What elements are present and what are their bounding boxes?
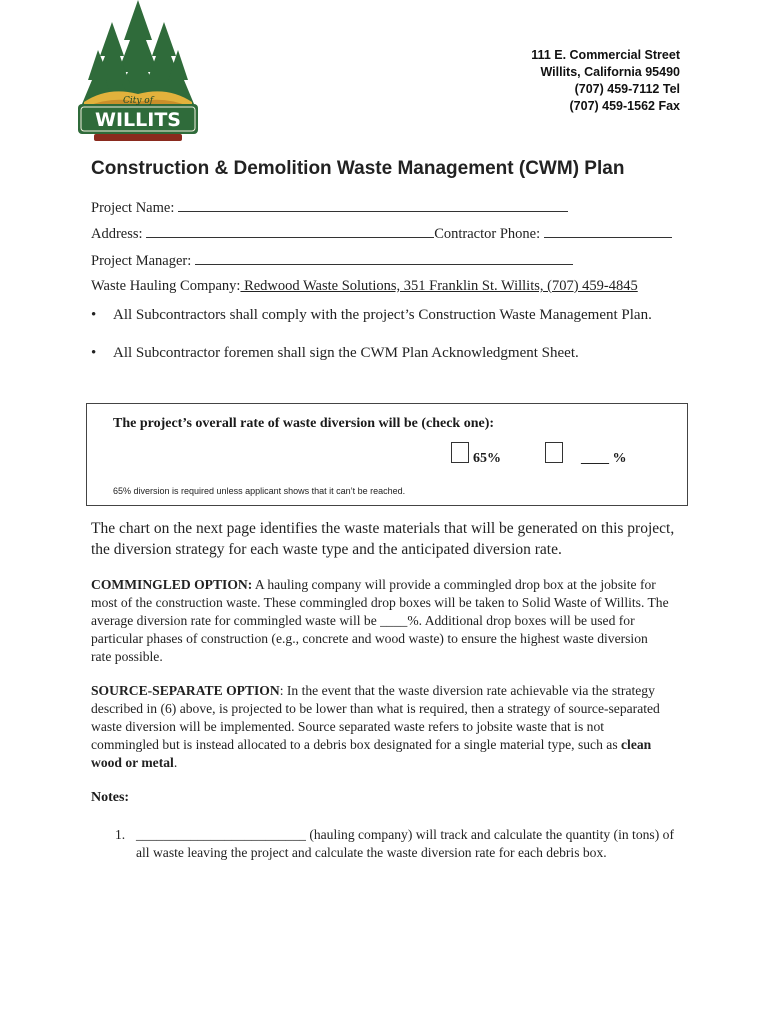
address-field[interactable] <box>146 224 434 238</box>
option-custom-label[interactable]: ____ % <box>581 451 627 466</box>
contractor-phone-label: Contractor Phone: <box>434 226 541 242</box>
svg-text:WILLITS: WILLITS <box>95 109 181 131</box>
hauling-company-label: Waste Hauling Company: <box>91 278 241 294</box>
project-name-label: Project Name: <box>91 200 175 216</box>
diversion-note: 65% diversion is required unless applicant shows that it can’t be reached. <box>113 486 406 496</box>
note-number: 1. <box>115 827 126 842</box>
commingled-heading: COMMINGLED OPTION: <box>91 577 253 592</box>
fax-line: (707) 459-1562 Fax <box>569 99 680 113</box>
tel-line: (707) 459-7112 Tel <box>574 82 680 96</box>
contractor-phone-field[interactable] <box>544 224 672 238</box>
diversion-rate-box <box>86 403 688 506</box>
commingled-paragraph <box>91 576 671 666</box>
checkbox-custom-percent[interactable] <box>545 442 563 463</box>
svg-text:City of: City of <box>122 96 154 106</box>
address-label: Address: <box>91 226 143 242</box>
list-item <box>91 343 676 363</box>
note-item <box>115 826 675 862</box>
requirements-list <box>91 305 676 381</box>
bullet-icon: • <box>91 345 97 361</box>
project-manager-label: Project Manager: <box>91 253 192 269</box>
city-line: Willits, California 95490 <box>540 65 680 79</box>
list-item <box>91 305 676 325</box>
checkbox-65-percent[interactable] <box>451 442 469 463</box>
note-text: _________________________ (hauling company) will track and calculate the quantity (in tons) of all waste leaving the project and calculate the waste diversion rate for each debris box. <box>136 827 674 860</box>
source-separate-paragraph <box>91 682 671 772</box>
project-manager-field[interactable] <box>195 251 573 265</box>
option-65-label: 65% <box>473 451 501 466</box>
bullet-text: All Subcontractors shall comply with the project’s Construction Waste Management Plan. <box>113 307 652 323</box>
project-name-row <box>91 198 568 217</box>
bullet-icon: • <box>91 307 97 323</box>
intro-paragraph: The chart on the next page identifies the waste materials that will be generated on this project, the diversion strategy for each waste type and the anticipated diversion rate. <box>91 520 675 558</box>
source-separate-heading: SOURCE-SEPARATE OPTION <box>91 683 280 698</box>
address-row <box>91 224 672 243</box>
notes-heading: Notes: <box>91 790 130 805</box>
hauling-company-value[interactable]: Redwood Waste Solutions, 351 Franklin St. Willits, (707) 459-4845 <box>240 278 638 294</box>
street-line: 111 E. Commercial Street <box>531 48 680 62</box>
commingled-text: A hauling company will provide a commingled drop box at the jobsite for most of the construction waste. These commingled drop boxes will be taken to Solid Waste of Willits. The average diversion rate for commingled waste will be ____%. Additional drop boxes will be used for particular phases of construction (e.g., concrete and wood waste) to ensure the highest waste diversion rate possible. <box>91 577 669 664</box>
bullet-text: All Subcontractor foremen shall sign the CWM Plan Acknowledgment Sheet. <box>113 345 579 361</box>
page-title: Construction & Demolition Waste Management (CWM) Plan <box>91 158 625 179</box>
project-name-field[interactable] <box>178 198 568 212</box>
diversion-question: The project’s overall rate of waste diversion will be (check one): <box>113 416 495 431</box>
source-separate-period: . <box>173 755 178 770</box>
project-manager-row <box>91 251 573 270</box>
source-separate-text: : In the event that the waste diversion rate achievable via the strategy described in (6) above, is projected to be lower than what is required, then a strategy of source-separated waste diversion will be implemented. Source separated waste refers to jobsite waste that is not commingled but is instead allocated to a debris box designated for a single material type, such as <box>91 683 660 752</box>
hauling-company-row <box>91 278 638 295</box>
address-block <box>531 47 680 115</box>
city-of-willits-logo <box>78 0 198 142</box>
source-separate-bold: clean wood or metal <box>91 737 652 770</box>
